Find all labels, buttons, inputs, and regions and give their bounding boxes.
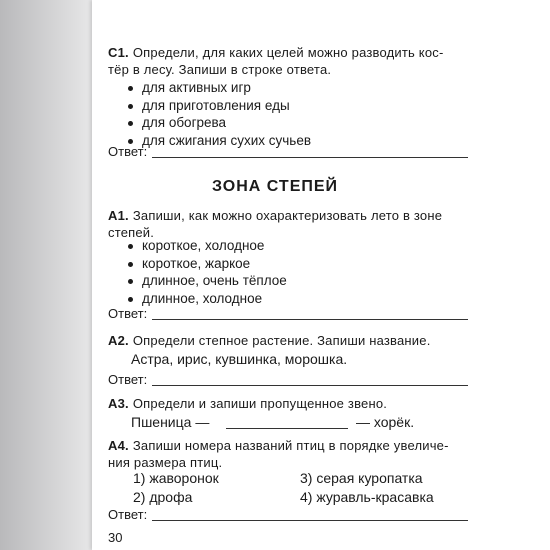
- answer-label-a2: Ответ:: [108, 372, 148, 387]
- answer-line-c1[interactable]: [152, 157, 468, 158]
- section-title: ЗОНА СТЕПЕЙ: [211, 178, 339, 195]
- question-a4-text-line1: Запиши номера названий птиц в порядке увеличе-: [132, 438, 449, 453]
- option-item: для обогрева: [128, 114, 311, 132]
- answer-label-a4: Ответ:: [108, 507, 148, 522]
- option-item: для сжигания сухих сучьев: [128, 132, 311, 150]
- question-a1-text-line1: Запиши, как можно охарактеризовать лето в зоне: [132, 208, 443, 223]
- question-a4: [108, 437, 528, 471]
- option-item: длинное, очень тёплое: [128, 272, 287, 290]
- question-c1-text-line2: тёр в лесу. Запиши в строке ответа.: [108, 62, 332, 77]
- question-a1-options: [128, 237, 287, 307]
- option-item: короткое, жаркое: [128, 255, 287, 273]
- page-gutter: [0, 0, 96, 550]
- food-chain-blank[interactable]: [226, 428, 348, 429]
- question-c1-label: С1.: [108, 45, 129, 60]
- bird-item: 4) журавль-красавка: [300, 489, 434, 505]
- page-number: 30: [108, 530, 123, 545]
- bird-item: 3) серая куропатка: [300, 470, 423, 486]
- bird-list-right: [300, 469, 434, 507]
- question-a3-label: А3.: [108, 396, 129, 411]
- answer-label-a1: Ответ:: [108, 306, 148, 321]
- option-item: длинное, холодное: [128, 290, 287, 308]
- bird-item: 2) дрофа: [133, 489, 193, 505]
- answer-label-c1: Ответ:: [108, 144, 148, 159]
- question-a4-text-line2: ния размера птиц.: [108, 455, 223, 470]
- question-a3-text: Определи и запиши пропущенное звено.: [132, 396, 388, 411]
- question-a2-text: Определи степное растение. Запиши название.: [132, 333, 431, 348]
- question-a3: [108, 395, 528, 412]
- answer-line-a4[interactable]: [152, 520, 468, 521]
- question-a1-label: А1.: [108, 208, 129, 223]
- question-a1: [108, 207, 528, 241]
- question-a2: [108, 332, 528, 349]
- bird-list-left: [133, 469, 219, 507]
- answer-line-a1[interactable]: [152, 319, 468, 320]
- bird-item: 1) жаворонок: [133, 470, 219, 486]
- question-c1: [108, 44, 528, 78]
- plant-list: Астра, ирис, кувшинка, морошка.: [131, 351, 348, 367]
- answer-line-a2[interactable]: [152, 385, 468, 386]
- option-item: для приготовления еды: [128, 97, 311, 115]
- question-a2-label: А2.: [108, 333, 129, 348]
- question-c1-text-line1: Определи, для каких целей можно разводить кос-: [132, 45, 444, 60]
- option-item: для активных игр: [128, 79, 311, 97]
- question-a4-label: А4.: [108, 438, 129, 453]
- question-c1-options: [128, 79, 311, 149]
- food-chain-start: Пшеница —: [131, 414, 210, 430]
- question-a1-text-line2: степей.: [108, 225, 155, 240]
- food-chain-end: — хорёк.: [356, 414, 415, 430]
- option-item: короткое, холодное: [128, 237, 287, 255]
